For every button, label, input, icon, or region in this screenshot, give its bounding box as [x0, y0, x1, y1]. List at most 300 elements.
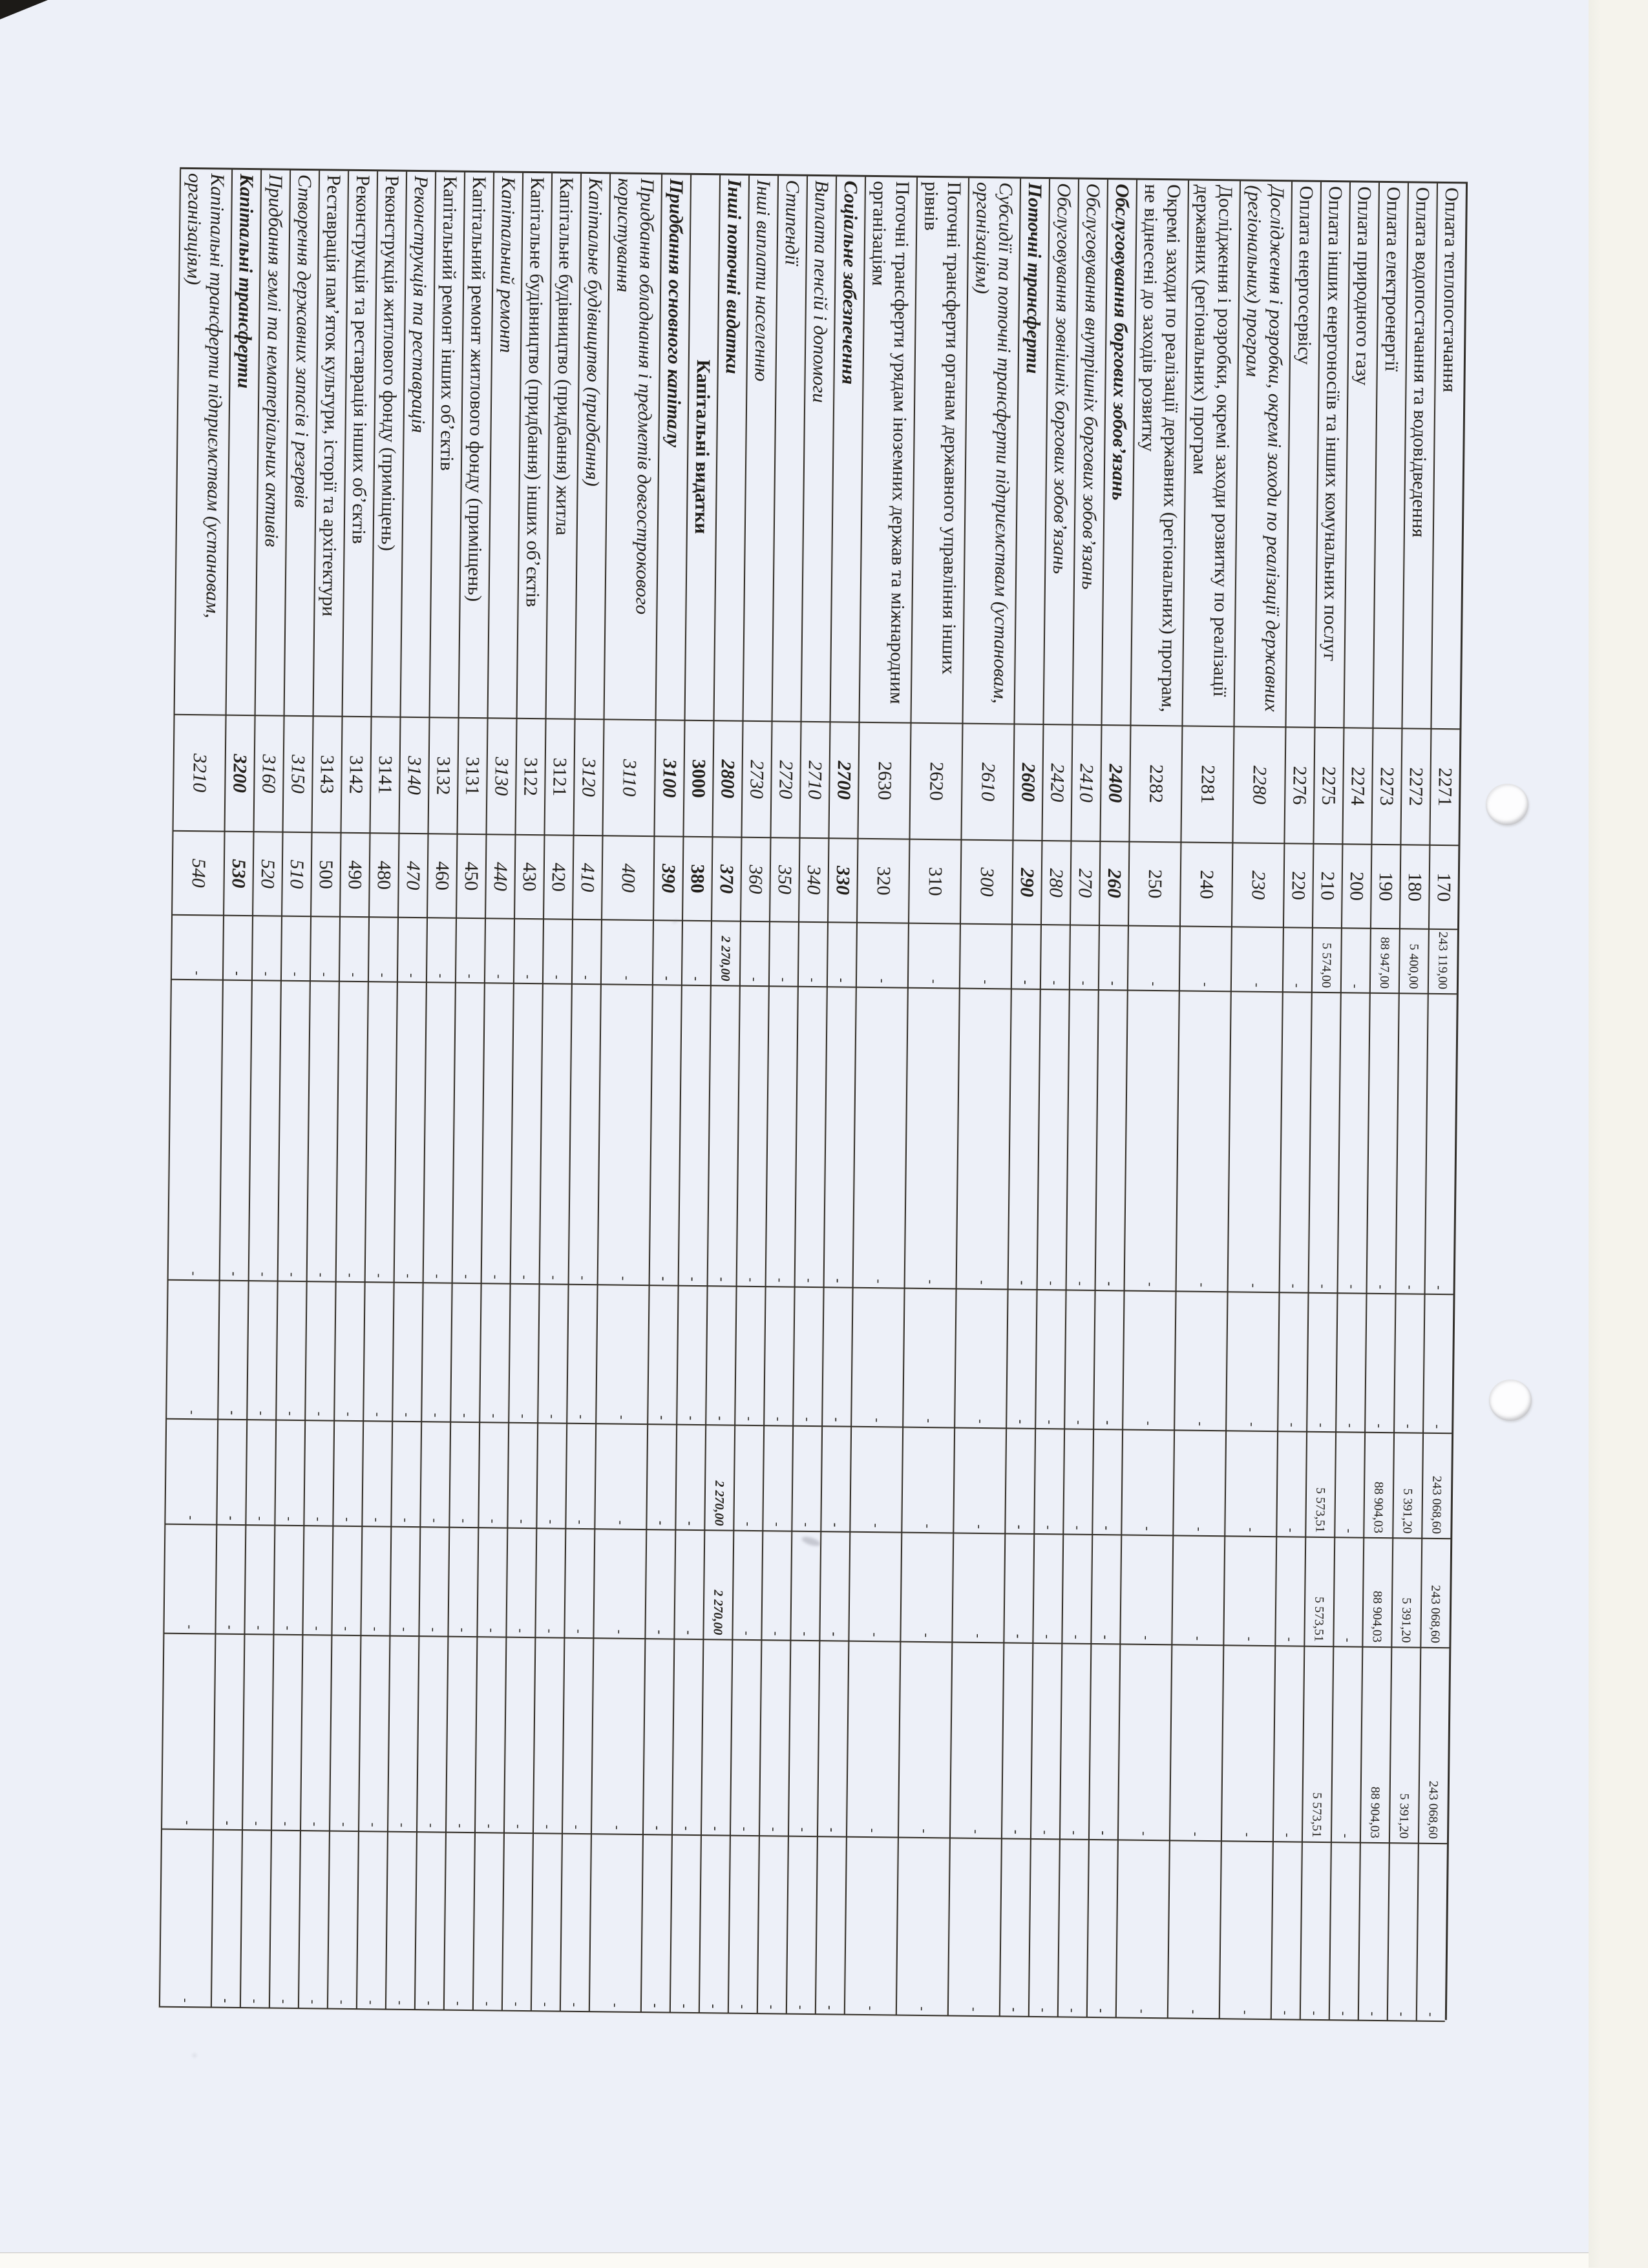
dash-cell: - [762, 1426, 792, 1532]
name-cell: Реконструкція та реставрація інших об’єктів [342, 171, 377, 717]
dash-cell: - [562, 1639, 593, 1834]
dash-cell: - [671, 1640, 703, 1836]
kekv-code-cell: 2800 [712, 721, 742, 837]
dash-cell: - [1227, 992, 1282, 1293]
amount-cell: 2 270,00 [710, 921, 740, 987]
name-cell: Субсидії та поточні трансферти підприємствам (установам, організаціям) [962, 178, 1020, 725]
dash-cell: - [450, 1284, 480, 1423]
dash-cell: - [474, 1637, 505, 1833]
scan-smudge [193, 2053, 196, 2057]
dash-cell: - [1231, 927, 1283, 992]
dash-cell: - [647, 1286, 677, 1425]
name-cell: Поточні трансферти [1013, 179, 1049, 725]
dash-cell: - [1219, 1842, 1273, 2020]
dash-cell: - [479, 1284, 509, 1423]
dash-cell: - [245, 1420, 275, 1526]
kekv-code-cell: 3142 [341, 717, 371, 834]
dash-cell: - [1366, 994, 1399, 1294]
amount-cell: 88 904,03 [1363, 1433, 1393, 1539]
dash-cell: - [1424, 994, 1457, 1295]
amount-cell: 88 904,03 [1360, 1648, 1391, 1843]
kekv-code-cell: 3110 [602, 720, 655, 837]
amount-cell: 88 904,03 [1362, 1538, 1392, 1648]
kekv-code-cell: 3122 [515, 719, 545, 835]
dash-cell: - [675, 1425, 705, 1531]
dash-cell: - [850, 1288, 903, 1428]
line-code-cell: 180 [1399, 845, 1429, 930]
dash-cell: - [954, 1290, 1007, 1429]
dash-cell: - [1176, 991, 1231, 1292]
dash-cell: - [537, 1285, 567, 1423]
dash-cell: - [332, 1422, 363, 1528]
dash-cell: - [733, 1426, 763, 1532]
dash-cell: - [217, 1281, 248, 1420]
dash-cell: - [1387, 1843, 1418, 2021]
kekv-code-cell: 2274 [1342, 728, 1372, 845]
dash-cell: - [1335, 1294, 1366, 1433]
line-code-cell: 220 [1283, 844, 1313, 929]
dash-cell: - [959, 925, 1011, 990]
dash-cell: - [1032, 1535, 1062, 1644]
dash-cell: - [414, 1832, 445, 2010]
line-code-cell: 200 [1341, 845, 1371, 929]
kekv-code-cell: 2410 [1070, 726, 1101, 842]
line-code-cell: 310 [908, 840, 960, 925]
name-cell: Капітальне будівництво (придбання) інших об’єктів [516, 173, 552, 719]
dash-cell: - [300, 1635, 331, 1831]
name-cell: Інші поточні видатки [713, 175, 749, 721]
dash-cell: - [419, 1422, 450, 1528]
line-code-cell: 360 [740, 838, 770, 923]
dash-cell: - [856, 923, 908, 989]
dash-cell: - [356, 1832, 387, 2010]
dash-cell: - [1001, 1643, 1032, 1839]
dash-cell: - [392, 1283, 422, 1422]
dash-cell: - [394, 983, 426, 1283]
dash-cell: - [213, 1635, 244, 1831]
kekv-code-cell: 2720 [770, 722, 800, 838]
dash-cell: - [423, 983, 455, 1283]
dash-cell: - [953, 1429, 1006, 1535]
dash-cell: - [1271, 1842, 1302, 2020]
line-code-cell: 480 [368, 834, 398, 918]
line-code-cell: 270 [1070, 841, 1099, 926]
dash-cell: - [956, 989, 1011, 1290]
dash-cell: - [1035, 1290, 1065, 1429]
kekv-code-cell: 2276 [1284, 728, 1314, 844]
kekv-code-cell: 2730 [741, 722, 771, 838]
dash-cell: - [852, 988, 907, 1289]
amount-cell: 5 391,20 [1392, 1433, 1422, 1539]
dash-cell: - [244, 1526, 274, 1635]
dash-cell: - [1064, 1290, 1094, 1429]
line-code-cell: 510 [281, 833, 311, 918]
dash-cell: - [327, 1832, 358, 2010]
dash-cell: - [568, 985, 600, 1285]
name-cell: Капітальний ремонт [487, 173, 523, 719]
dash-cell: - [478, 1423, 508, 1529]
dash-cell: - [240, 1831, 271, 2008]
line-code-cell: 230 [1231, 843, 1284, 928]
line-code-cell: 260 [1099, 842, 1128, 927]
dash-cell: - [1092, 1430, 1122, 1536]
dash-cell: - [730, 1641, 761, 1836]
dash-cell: - [1095, 991, 1127, 1291]
dash-cell: - [503, 1638, 534, 1834]
dash-cell: - [1334, 1433, 1364, 1538]
dash-cell: - [418, 1528, 449, 1637]
dash-cell: - [1008, 989, 1040, 1290]
line-code-cell: 520 [252, 832, 282, 917]
dash-cell: - [534, 1529, 565, 1638]
amount-cell: 5 573,51 [1302, 1647, 1333, 1843]
name-cell: Виплата пенсій і допомоги [801, 176, 836, 722]
dash-cell: - [1062, 1429, 1093, 1535]
dash-cell: - [274, 1421, 304, 1527]
dash-cell: - [827, 923, 856, 988]
name-cell: Капітальні трансферти підприємствам (установам, організаціям) [174, 169, 232, 716]
name-cell: Соціальне забезпечення [830, 176, 865, 722]
dash-cell: - [304, 1282, 335, 1421]
dash-cell: - [331, 1527, 361, 1636]
name-cell: Капітальне будівництво (придбання) житла [545, 173, 581, 719]
name-cell: Обслуговування внутрішніх боргових зобов’язань [1072, 180, 1107, 726]
line-code-cell: 380 [682, 837, 712, 922]
dash-cell: - [571, 920, 601, 985]
dash-cell: - [1033, 1429, 1064, 1535]
dash-cell: - [759, 1641, 790, 1836]
dash-cell: - [447, 1528, 478, 1637]
dash-cell: - [251, 916, 281, 982]
dash-cell: - [508, 1285, 538, 1423]
dash-cell: - [1122, 1291, 1175, 1431]
dash-cell: - [302, 1526, 332, 1635]
dash-cell: - [219, 981, 251, 1281]
kekv-code-cell: 2282 [1128, 726, 1181, 843]
name-cell: Капітальні видатки [684, 175, 720, 721]
name-cell: Оплата теплопостачання [1430, 184, 1466, 730]
name-cell: Стипендії [772, 176, 807, 722]
dash-cell: - [949, 1643, 1003, 1839]
dash-cell: - [1059, 1644, 1090, 1840]
line-code-cell: 430 [514, 835, 544, 920]
line-code-cell: 290 [1011, 841, 1041, 925]
line-code-cell: 190 [1370, 845, 1400, 930]
kekv-code-cell: 3210 [173, 715, 226, 832]
dash-cell: - [513, 919, 543, 985]
dash-cell: - [275, 1282, 306, 1421]
dash-cell: - [848, 1533, 901, 1643]
name-cell: Придбання землі та нематеріальних активів [255, 170, 290, 716]
dash-cell: - [701, 1640, 732, 1836]
dash-cell: - [681, 921, 711, 987]
scanner-edge-bottom [0, 2252, 1589, 2268]
dash-cell: - [1037, 990, 1069, 1290]
dash-cell: - [560, 1834, 591, 2012]
amount-cell: 5 391,20 [1389, 1648, 1420, 1843]
line-code-cell: 350 [769, 838, 799, 923]
rotated-table-container [159, 167, 1468, 2020]
dash-cell: - [303, 1421, 333, 1527]
dash-cell: - [171, 916, 223, 981]
dash-cell: - [163, 1525, 216, 1635]
dash-cell: - [1093, 1291, 1123, 1430]
dash-cell: - [397, 918, 427, 983]
dash-cell: - [757, 1836, 788, 2014]
dash-cell: - [507, 1423, 537, 1529]
dash-cell: - [595, 1285, 648, 1425]
dash-cell: - [1395, 994, 1428, 1294]
kekv-code-cell: 2620 [909, 724, 962, 841]
kekv-code-cell: 3131 [457, 719, 487, 835]
dash-cell: - [678, 986, 710, 1286]
dash-cell: - [536, 1423, 566, 1529]
name-cell: Оплата інших енергоносіїв та інших комунальних послуг [1314, 182, 1349, 728]
name-cell: Реконструкція та реставрація [400, 172, 436, 718]
dash-cell: - [849, 1427, 902, 1533]
dash-cell: - [472, 1833, 503, 2011]
dash-cell: - [1086, 1840, 1117, 2018]
line-code-cell: 390 [653, 837, 682, 921]
dash-cell: - [1028, 1840, 1059, 2017]
dash-cell: - [1300, 1843, 1331, 2021]
dash-cell: - [644, 1530, 675, 1639]
line-code-cell: 340 [798, 839, 828, 923]
dash-cell: - [600, 920, 653, 985]
amount-cell: 5 391,20 [1391, 1538, 1421, 1648]
amount-cell: 243 068,60 [1418, 1648, 1449, 1844]
dash-cell: - [280, 917, 310, 982]
name-cell: Інші виплати населенню [743, 176, 778, 722]
dash-cell: - [1127, 927, 1179, 992]
name-cell: Окремі заходи по реалізації державних (регіональних) програм, не віднесені до заходів розвитку [1130, 180, 1188, 727]
line-code-cell: 500 [310, 833, 340, 918]
dash-cell: - [358, 1636, 389, 1832]
dash-cell: - [416, 1637, 447, 1832]
dash-cell: - [452, 983, 484, 1284]
dash-cell: - [1088, 1644, 1119, 1840]
dash-cell: - [310, 917, 339, 982]
dash-cell: - [819, 1532, 849, 1641]
dash-cell: - [1115, 1840, 1169, 2019]
dash-cell: - [1358, 1843, 1389, 2021]
dash-cell: - [443, 1833, 474, 2011]
dash-cell: - [566, 1285, 597, 1424]
dash-cell: - [646, 1425, 676, 1531]
dash-cell: - [673, 1531, 704, 1640]
punch-hole-top [1486, 784, 1528, 825]
dash-cell: - [593, 1529, 646, 1639]
kekv-code-cell: 2271 [1429, 730, 1459, 846]
line-code-cell: 490 [339, 834, 369, 918]
paper-right-edge-shade [1589, 0, 1648, 2267]
dash-cell: - [1221, 1646, 1274, 1842]
kekv-code-cell: 3121 [544, 719, 575, 835]
dash-cell: - [699, 1836, 730, 2013]
dash-cell: - [502, 1834, 533, 2011]
dash-cell: - [707, 986, 739, 1286]
dash-cell: - [1364, 1294, 1395, 1433]
amount-cell: 5 400,00 [1399, 929, 1428, 994]
dash-cell: - [642, 1639, 673, 1835]
dash-cell: - [368, 918, 397, 983]
name-cell: Придбання основного капіталу [655, 174, 691, 720]
dash-cell: - [484, 919, 514, 984]
dash-cell: - [1119, 1535, 1172, 1645]
dash-cell: - [732, 1531, 762, 1641]
dash-cell: - [907, 924, 960, 989]
dash-cell: - [591, 1639, 644, 1835]
dash-cell: - [765, 987, 798, 1287]
line-code-cell: 250 [1128, 843, 1180, 927]
dash-cell: - [676, 1286, 706, 1425]
name-cell: Обслуговування зовнішніх боргових зобов’язань [1042, 179, 1078, 725]
name-cell: Дослідження і розробки, окремі заходи розвитку по реалізації державних (регіональних) програм [1181, 180, 1240, 727]
line-code-cell: 440 [485, 835, 514, 919]
dash-cell: - [222, 916, 252, 982]
dash-cell: - [1171, 1536, 1224, 1646]
dash-cell: - [1121, 1430, 1174, 1536]
kekv-code-cell: 3130 [486, 719, 516, 835]
dash-cell: - [360, 1527, 390, 1636]
dash-cell: - [1306, 1294, 1336, 1433]
name-cell: Оплата водопостачання та водовідведення [1401, 183, 1437, 729]
dash-cell: - [449, 1423, 479, 1529]
dash-cell: - [815, 1837, 846, 2015]
dash-cell: - [215, 1526, 245, 1635]
dash-cell: - [761, 1531, 791, 1641]
dash-cell: - [844, 1838, 898, 2016]
dash-cell: - [161, 1634, 215, 1831]
dash-cell: - [298, 1831, 329, 2009]
kekv-code-cell: 2610 [960, 724, 1013, 841]
kekv-code-cell: 2700 [828, 722, 858, 839]
dash-cell: - [823, 987, 856, 1288]
dash-cell: - [652, 921, 682, 986]
dash-cell: - [565, 1424, 595, 1530]
dash-cell: - [361, 1422, 392, 1528]
dash-cell: - [1179, 927, 1231, 992]
kekv-code-cell: 3140 [399, 718, 429, 834]
kekv-code-cell: 2400 [1099, 726, 1130, 842]
dash-cell: - [670, 1836, 701, 2013]
kekv-code-cell: 2281 [1180, 726, 1233, 843]
line-code-cell: 370 [711, 837, 741, 922]
kekv-code-cell: 3100 [653, 720, 684, 837]
amount-cell: 243 068,60 [1421, 1434, 1452, 1540]
dash-cell: - [1172, 1431, 1225, 1537]
name-cell: Поточні трансферти органам державного управління інших рівнів [911, 178, 969, 724]
line-code-cell: 280 [1041, 841, 1070, 926]
dash-cell: - [790, 1532, 820, 1641]
name-cell: Придбання обладнання і предметів довгострокового користування [604, 174, 662, 720]
kekv-code-cell: 3000 [682, 721, 713, 837]
dash-cell: - [390, 1422, 421, 1528]
kekv-code-cell: 2420 [1041, 725, 1072, 841]
dash-cell: - [763, 1287, 794, 1426]
dash-cell: - [817, 1641, 848, 1837]
name-cell: Поточні трансферти урядам іноземних держав та міжнародним організаціям [859, 177, 917, 724]
dash-cell: - [1057, 1840, 1088, 2017]
dash-cell: - [1069, 925, 1099, 991]
dash-cell: - [455, 919, 485, 984]
dash-cell: - [164, 1420, 217, 1526]
dash-cell: - [165, 1281, 218, 1420]
dash-cell: - [1223, 1537, 1276, 1646]
dash-cell: - [846, 1642, 900, 1838]
dash-cell: - [564, 1529, 594, 1639]
dash-cell: - [1273, 1646, 1304, 1842]
kekv-code-cell: 2600 [1012, 724, 1042, 841]
line-code-cell: 450 [456, 835, 485, 919]
name-cell: Капітальний ремонт інших об’єктів [429, 172, 465, 718]
dash-cell: - [786, 1837, 817, 2015]
dash-cell: - [531, 1834, 562, 2011]
dash-cell: - [426, 918, 456, 983]
dash-cell: - [242, 1635, 273, 1831]
dash-cell: - [1422, 1295, 1453, 1434]
dash-cell: - [768, 922, 798, 987]
dash-cell: - [1225, 1292, 1278, 1432]
dash-cell: - [216, 1420, 246, 1526]
dash-cell: - [821, 1288, 852, 1427]
kekv-code-cell: 2275 [1313, 728, 1343, 845]
dash-cell: - [1169, 1645, 1223, 1842]
dash-cell: - [902, 1289, 955, 1429]
line-code-cell: 320 [856, 839, 909, 924]
name-cell: Капітальне будівництво (придбання) [575, 174, 610, 720]
dash-cell: - [1011, 925, 1041, 990]
dash-cell: - [1090, 1535, 1121, 1644]
dash-cell: - [1416, 1844, 1447, 2022]
line-code-cell: 400 [601, 836, 653, 921]
dash-cell: - [649, 985, 681, 1286]
amount-cell: 2 270,00 [703, 1531, 733, 1640]
dash-cell: - [364, 982, 397, 1283]
dash-cell: - [798, 923, 827, 988]
dash-cell: - [1124, 991, 1179, 1292]
line-code-cell: 170 [1428, 846, 1458, 930]
dash-cell: - [1004, 1429, 1035, 1535]
name-cell: Оплата енергосервісу [1285, 182, 1320, 728]
budget-table [159, 167, 1468, 2020]
line-code-cell: 420 [543, 835, 573, 920]
dash-cell: - [1098, 926, 1128, 991]
kekv-code-cell: 2280 [1232, 727, 1285, 844]
dash-cell: - [788, 1641, 819, 1837]
dash-cell: - [1333, 1538, 1363, 1647]
dash-cell: - [1340, 929, 1370, 994]
dash-cell: - [1329, 1843, 1360, 2021]
dash-cell: - [728, 1836, 759, 2014]
dash-cell: - [269, 1831, 300, 2009]
amount-cell: 88 947,00 [1369, 929, 1399, 994]
dash-cell: - [736, 987, 768, 1287]
dash-cell: - [900, 1533, 953, 1643]
dash-cell: - [1279, 992, 1311, 1293]
line-code-cell: 540 [171, 832, 224, 916]
kekv-code-cell: 3143 [312, 717, 342, 833]
kekv-code-cell: 2710 [799, 722, 829, 839]
dash-cell: - [794, 987, 827, 1288]
dash-cell: - [1061, 1535, 1092, 1644]
dash-cell: - [421, 1283, 451, 1422]
dash-cell: - [273, 1526, 303, 1635]
dash-cell: - [896, 1838, 949, 2017]
dash-cell: - [999, 1839, 1030, 2017]
amount-cell: 5 573,51 [1304, 1538, 1334, 1647]
name-cell: Оплата природного газу [1343, 182, 1379, 728]
